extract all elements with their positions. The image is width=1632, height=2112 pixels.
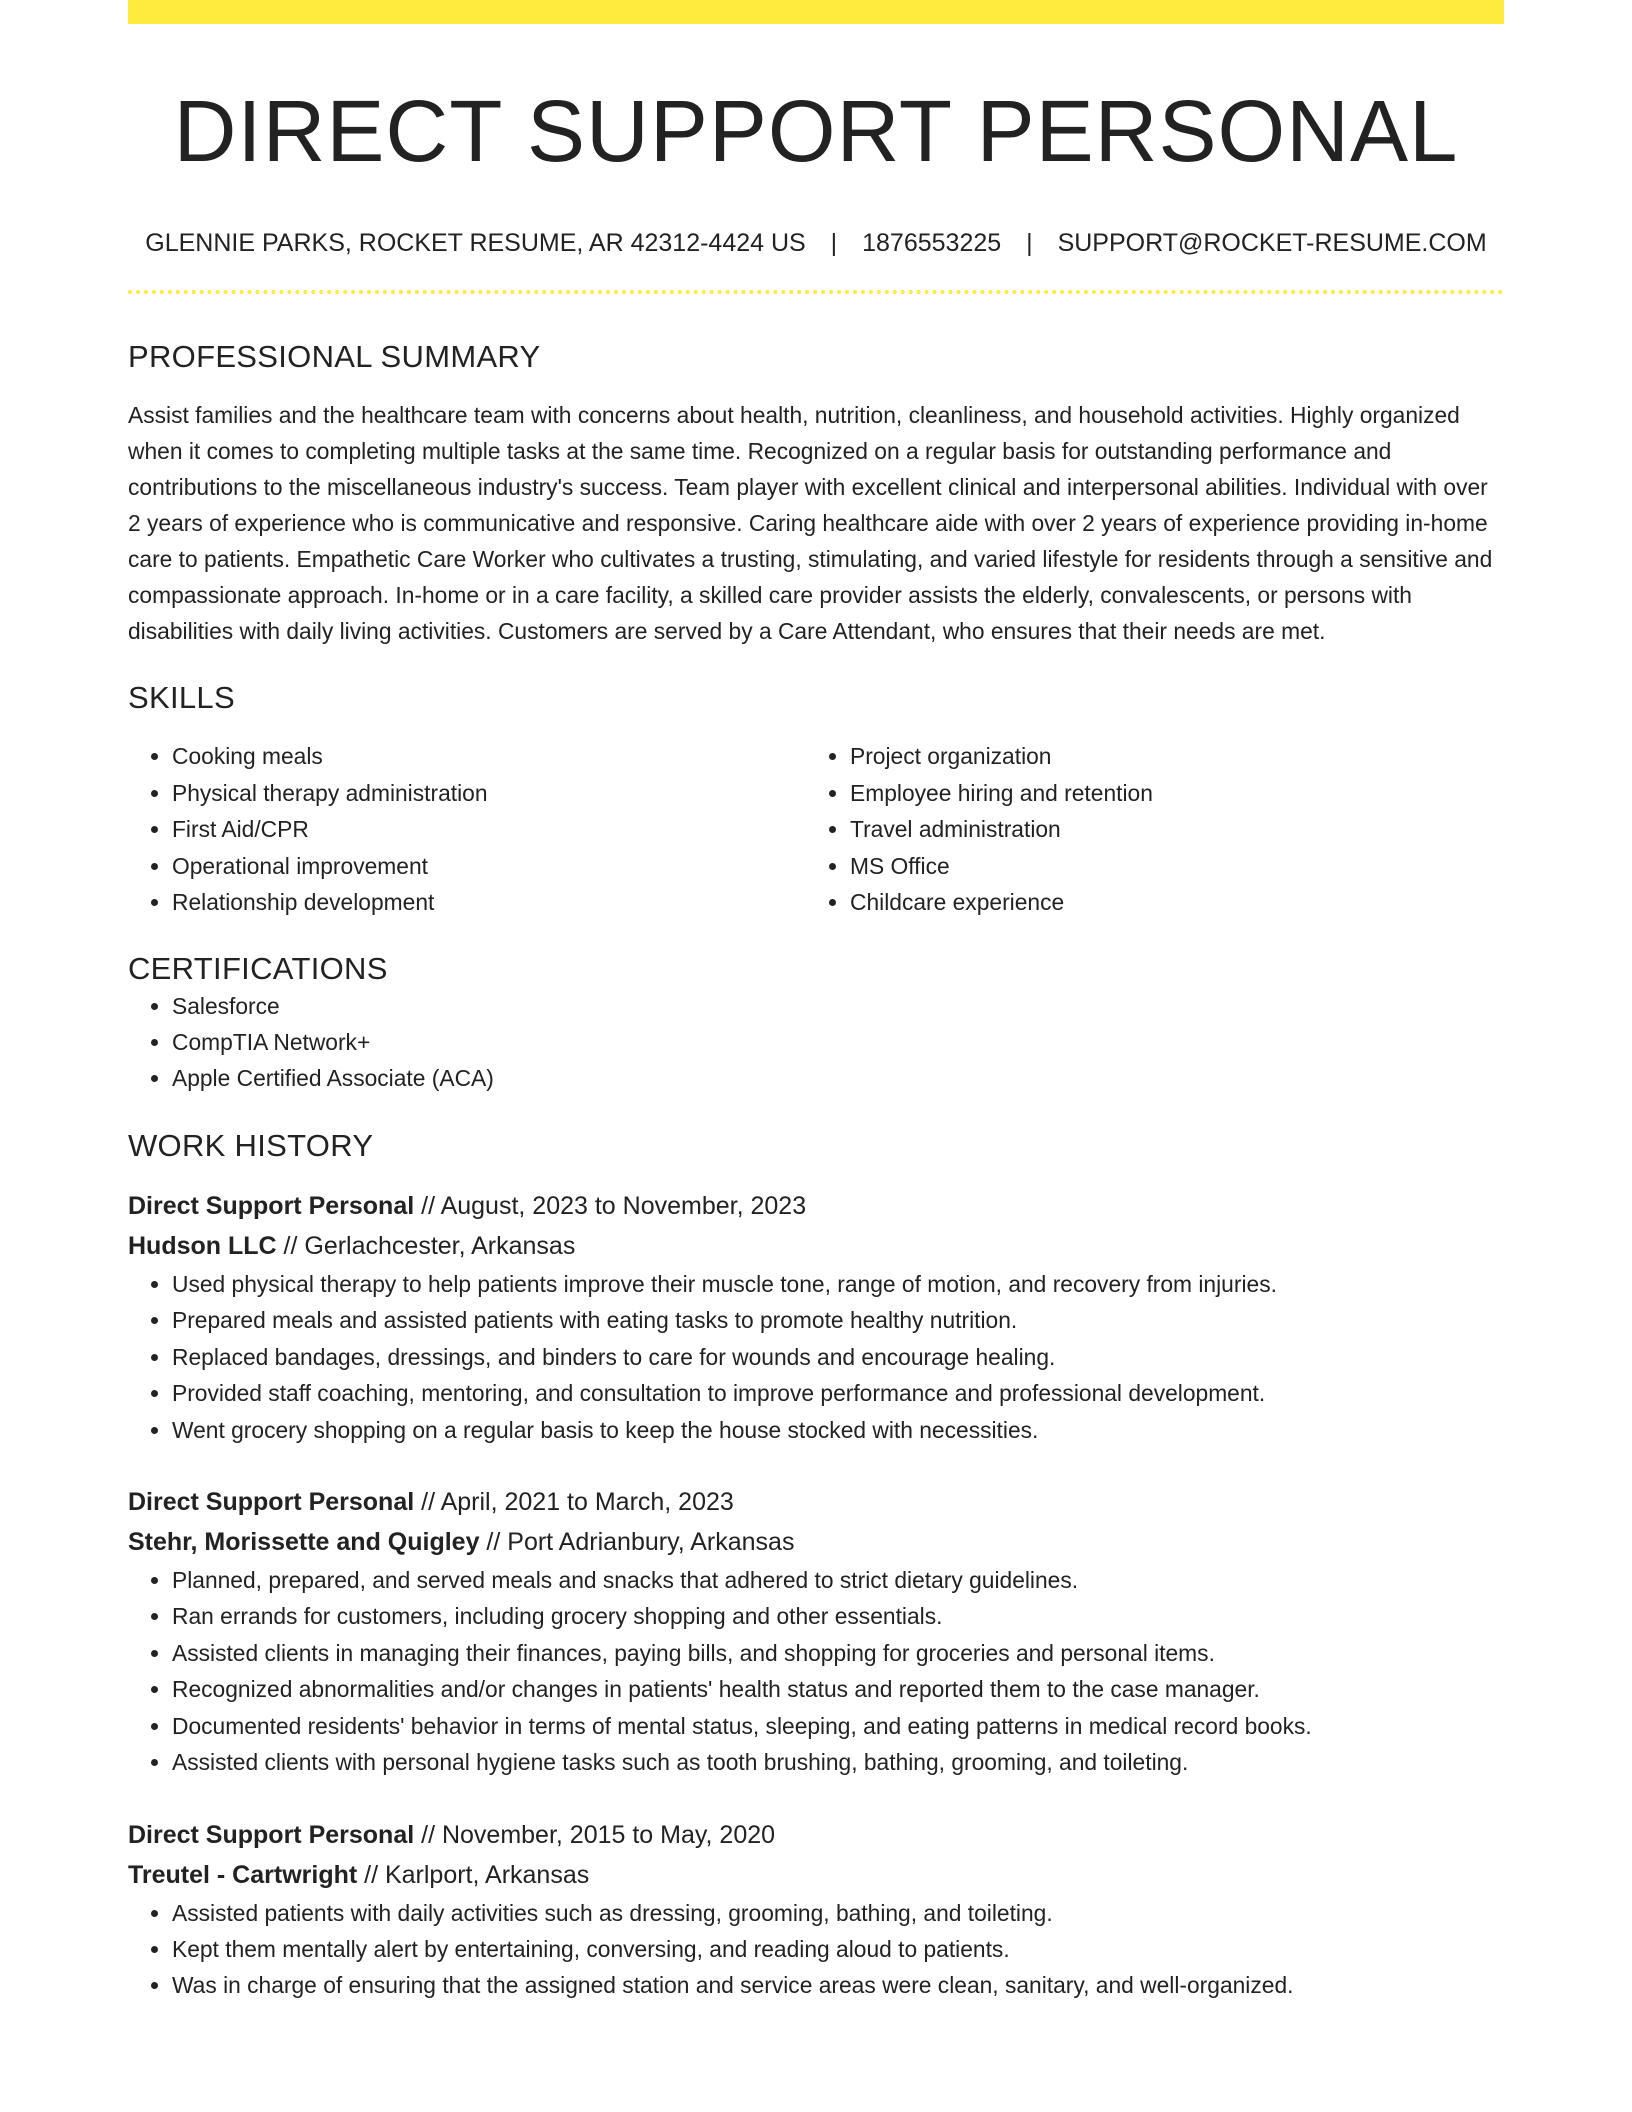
- job-duties-list: [128, 1895, 1504, 2004]
- summary-text: Assist families and the healthcare team with concerns about health, nutrition, cleanliness, and household activities. Highly organized when it comes to completing multiple tasks at the same time. Recognized on a regular basis for outstanding performance and contributions to the miscellaneous industry's success. Team player with excellent clinical and interpersonal abilities. Individual with over 2 years of experience who is communicative and responsive. Caring healthcare aide with over 2 years of experience providing in-home care to patients. Empathetic Care Worker who cultivates a trusting, stimulating, and varied lifestyle for residents through a sensitive and compassionate approach. In-home or in a care facility, a skilled care provider assists the elderly, convalescents, or persons with disabilities with daily living activities. Customers are served by a Care Attendant, who ensures that their needs are met.: [128, 402, 1493, 645]
- skill-item: • Cooking meals: [172, 738, 806, 774]
- skill-item: • Operational improvement: [172, 848, 806, 884]
- job-entry: [128, 1186, 1504, 1448]
- job-duty: • Prepared meals and assisted patients with eating tasks to promote healthy nutrition.: [172, 1302, 1504, 1338]
- skill-item: • Childcare experience: [850, 884, 1484, 920]
- certifications-heading: CERTIFICATIONS: [128, 951, 388, 987]
- job-title: Direct Support Personal: [128, 1820, 415, 1849]
- contact-line: [128, 228, 1504, 258]
- contact-phone: 1876553225: [862, 229, 1002, 258]
- job-title-line: [128, 1482, 1504, 1522]
- skill-item: • MS Office: [850, 848, 1484, 884]
- job-duty: • Assisted clients in managing their finances, paying bills, and shopping for groceries and personal items.: [172, 1635, 1504, 1671]
- job-duty: • Used physical therapy to help patients improve their muscle tone, range of motion, and recovery from injuries.: [172, 1266, 1504, 1302]
- skill-item: • Travel administration: [850, 811, 1484, 847]
- summary-heading: PROFESSIONAL SUMMARY: [128, 339, 541, 375]
- contact-separator: |: [1026, 229, 1033, 258]
- job-duty: • Documented residents' behavior in terms of mental status, sleeping, and eating patterns in medical record books.: [172, 1708, 1504, 1744]
- job-company: Hudson LLC: [128, 1232, 277, 1261]
- job-company-line: [128, 1226, 1504, 1266]
- skill-item: • Employee hiring and retention: [850, 775, 1484, 811]
- certification-item: • Apple Certified Associate (ACA): [172, 1060, 1504, 1096]
- job-dates: // August, 2023 to November, 2023: [414, 1192, 807, 1221]
- job-dates: // April, 2021 to March, 2023: [414, 1488, 734, 1517]
- skill-item: • Physical therapy administration: [172, 775, 806, 811]
- skills-list-left: [128, 738, 806, 920]
- job-duty: • Went grocery shopping on a regular basis to keep the house stocked with necessities.: [172, 1412, 1504, 1448]
- job-location: // Gerlachcester, Arkansas: [276, 1232, 576, 1261]
- job-dates: // November, 2015 to May, 2020: [414, 1820, 776, 1849]
- skills-columns: [128, 738, 1504, 920]
- job-company-line: [128, 1522, 1504, 1562]
- skills-column-right: [806, 738, 1484, 920]
- skills-list-right: [806, 738, 1484, 920]
- job-duties-list: [128, 1266, 1504, 1448]
- job-duty: • Assisted clients with personal hygiene tasks such as tooth brushing, bathing, grooming, and toileting.: [172, 1744, 1504, 1780]
- contact-address: GLENNIE PARKS, ROCKET RESUME, AR 42312-4424 US: [145, 229, 806, 258]
- job-duty: • Assisted patients with daily activities such as dressing, grooming, bathing, and toileting.: [172, 1895, 1504, 1931]
- resume-name: DIRECT SUPPORT PERSONAL: [173, 83, 1459, 180]
- job-location: // Karlport, Arkansas: [357, 1860, 590, 1889]
- job-title: Direct Support Personal: [128, 1488, 415, 1517]
- header-divider: [128, 290, 1504, 294]
- contact-email: SUPPORT@ROCKET-RESUME.COM: [1057, 229, 1487, 258]
- job-duty: • Was in charge of ensuring that the assigned station and service areas were clean, sanitary, and well-organized.: [172, 1967, 1504, 2003]
- certifications-list: [128, 988, 1504, 1097]
- job-duty: • Provided staff coaching, mentoring, and consultation to improve performance and professional development.: [172, 1375, 1504, 1411]
- job-title: Direct Support Personal: [128, 1192, 415, 1221]
- work-history-heading: WORK HISTORY: [128, 1127, 374, 1163]
- job-title-line: [128, 1815, 1504, 1855]
- skill-item: • First Aid/CPR: [172, 811, 806, 847]
- contact-separator: |: [830, 229, 838, 258]
- job-location: // Port Adrianbury, Arkansas: [479, 1528, 795, 1557]
- job-duty: • Kept them mentally alert by entertaining, conversing, and reading aloud to patients.: [172, 1931, 1504, 1967]
- job-duty: • Ran errands for customers, including grocery shopping and other essentials.: [172, 1598, 1504, 1634]
- certification-item: • CompTIA Network+: [172, 1024, 1504, 1060]
- job-entry: [128, 1482, 1504, 1780]
- accent-top-bar: [128, 0, 1504, 24]
- job-title-line: [128, 1186, 1504, 1226]
- skill-item: • Relationship development: [172, 884, 806, 920]
- job-company: Stehr, Morissette and Quigley: [128, 1528, 480, 1557]
- job-duty: • Recognized abnormalities and/or changes in patients' health status and reported them to the case manager.: [172, 1671, 1504, 1707]
- resume-page: [128, 0, 1504, 2004]
- skill-item: • Project organization: [850, 738, 1484, 774]
- certification-item: • Salesforce: [172, 988, 1504, 1024]
- job-entry: [128, 1815, 1504, 2004]
- job-duties-list: [128, 1562, 1504, 1780]
- job-company: Treutel - Cartwright: [128, 1860, 358, 1889]
- job-duty: • Planned, prepared, and served meals and snacks that adhered to strict dietary guidelines.: [172, 1562, 1504, 1598]
- job-company-line: [128, 1855, 1504, 1895]
- job-duty: • Replaced bandages, dressings, and binders to care for wounds and encourage healing.: [172, 1339, 1504, 1375]
- skills-heading: SKILLS: [128, 680, 235, 716]
- skills-column-left: [128, 738, 806, 920]
